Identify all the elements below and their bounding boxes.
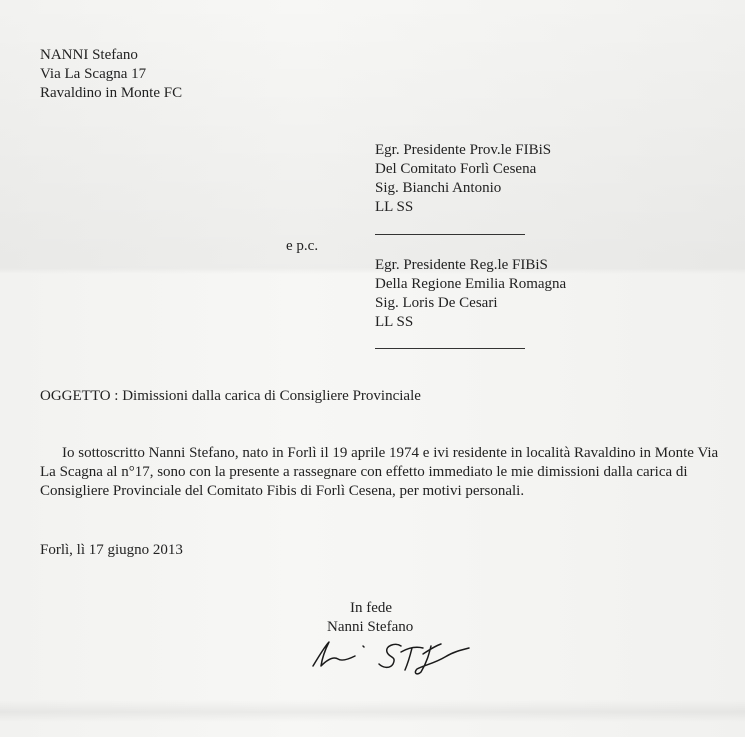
recipient-primary-block [375,141,551,217]
recipient-cc-line-1: Egr. Presidente Reg.le FIBiS [375,257,548,273]
recipient-cc-line-2: Della Regione Emilia Romagna [375,276,567,292]
subject-line: OGGETTO : Dimissioni dalla carica di Consigliere Provinciale [40,388,421,404]
sender-block [40,46,182,103]
recipient-primary-line-4: LL SS [375,199,414,215]
sender-name: NANNI Stefano [40,47,138,63]
recipient-cc-line-4: LL SS [375,314,414,330]
recipient-primary-line-3: Sig. Bianchi Antonio [375,180,502,196]
recipient-cc-block [375,256,566,332]
recipient-primary-line-2: Del Comitato Forlì Cesena [375,161,537,177]
recipient-primary-line-1: Egr. Presidente Prov.le FIBiS [375,142,552,158]
cc-label: e p.c. [286,238,319,254]
closing-name: Nanni Stefano [327,619,414,635]
recipient-primary-divider [375,234,525,235]
letter-body: Io sottoscritto Nanni Stefano, nato in Forlì il 19 aprile 1974 e ivi residente in località Ravaldino in Monte Via La Scagna al n°17, sono con la presente a rassegnare con effetto immediato le mie dimissioni dalla carica di Consigliere Provinciale del Comitato Fibis di Forlì Cesena, per motivi personali. [40,445,719,499]
sender-city: Ravaldino in Monte FC [40,85,183,101]
recipient-cc-divider [375,348,525,349]
handwritten-signature [305,632,475,677]
recipient-cc-line-3: Sig. Loris De Cesari [375,295,498,311]
date-line: Forlì, lì 17 giugno 2013 [40,542,183,558]
sender-street: Via La Scagna 17 [40,66,147,82]
closing-salutation: In fede [350,600,393,616]
